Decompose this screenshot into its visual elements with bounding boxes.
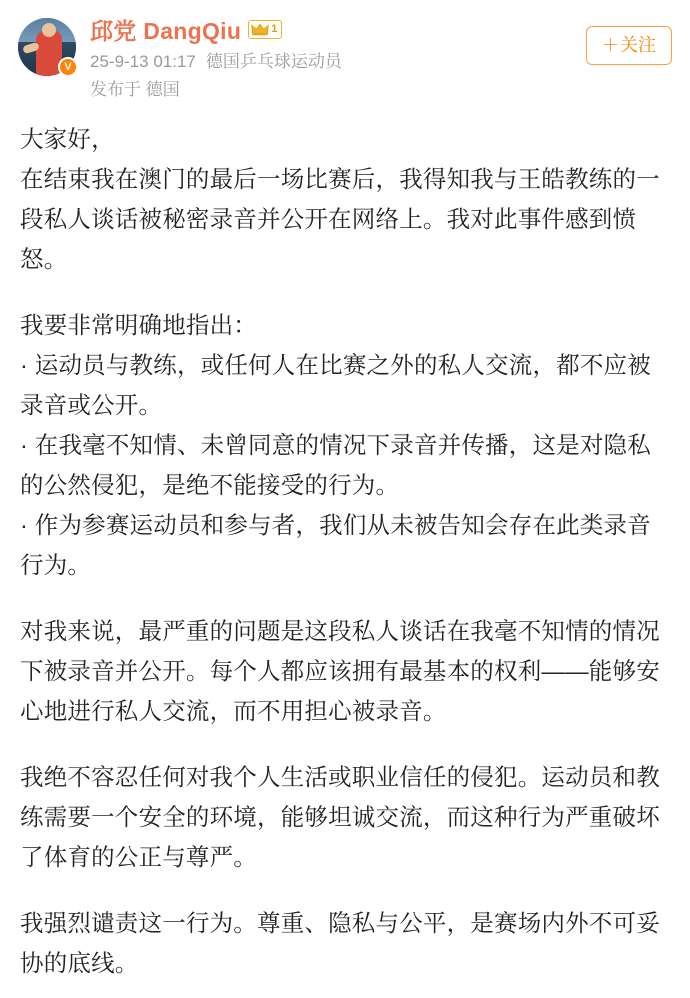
post-paragraph: · 在我毫不知情、未曾同意的情况下录音并传播，这是对隐私的公然侵犯，是绝不能接受的行为。 <box>20 432 651 498</box>
author-title: 德国乒乓球运动员 <box>205 52 342 71</box>
avatar[interactable] <box>18 18 76 76</box>
post-paragraph: 我强烈谴责这一行为。尊重、隐私与公平，是赛场内外不可妥协的底线。 <box>20 910 660 976</box>
follow-button[interactable] <box>586 26 672 65</box>
post-paragraph: 大家好， <box>20 126 115 152</box>
author-info <box>76 14 586 103</box>
paragraph-spacer <box>20 731 670 757</box>
follow-button-label: 关注 <box>620 35 656 55</box>
crown-icon <box>251 23 269 36</box>
post-meta <box>90 49 586 75</box>
paragraph-spacer <box>20 279 670 305</box>
author-name-row <box>90 14 586 44</box>
post-paragraph: · 作为参赛运动员和参与者，我们从未被告知会存在此类录音行为。 <box>20 512 651 578</box>
avatar-person-head <box>42 23 56 37</box>
post-timestamp: 25-9-13 01:17 <box>90 52 196 71</box>
post-paragraph: 对我来说，最严重的问题是这段私人谈话在我毫不知情的情况下被录音并公开。每个人都应该拥有最基本的权利——能够安心地进行私人交流，而不用担心被录音。 <box>20 618 660 724</box>
author-name[interactable]: 邱党 DangQiu <box>90 17 242 44</box>
post-paragraph: · 运动员与教练，或任何人在比赛之外的私人交流，都不应被录音或公开。 <box>20 352 651 418</box>
post-paragraph: 我绝不容忍任何对我个人生活或职业信任的侵犯。运动员和教练需要一个安全的环境，能够坦诚交流，而这种行为严重破坏了体育的公正与尊严。 <box>20 764 660 870</box>
post-location: 发布于 德国 <box>90 80 180 99</box>
post-paragraph: 我要非常明确地指出： <box>20 312 257 338</box>
post-content <box>0 103 690 983</box>
post-header <box>0 0 690 103</box>
paragraph-spacer <box>20 877 670 903</box>
plus-icon: ＋ <box>602 36 619 55</box>
vip-level-badge[interactable] <box>248 20 282 39</box>
vip-level-number: 1 <box>271 22 278 35</box>
post-paragraph: 在结束我在澳门的最后一场比赛后，我得知我与王皓教练的一段私人谈话被秘密录音并公开在网络上。我对此事件感到愤怒。 <box>20 166 660 272</box>
verified-badge-icon: V <box>58 57 78 77</box>
paragraph-spacer <box>20 585 670 611</box>
